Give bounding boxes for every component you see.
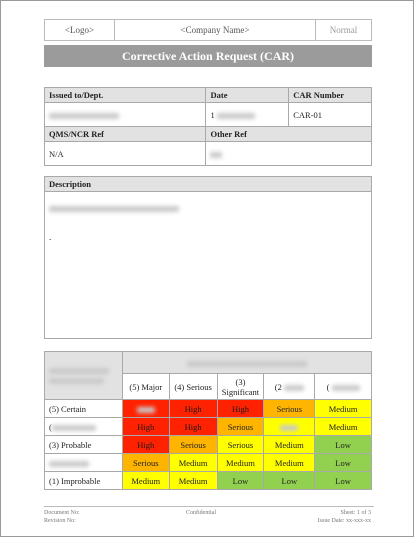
issue-date: Issue Date: xx-xxx-xx xyxy=(317,518,371,524)
risk-row xyxy=(45,400,372,418)
risk-cell: Medium xyxy=(315,418,372,436)
severity-column-0: (5) Major xyxy=(122,374,169,400)
risk-matrix xyxy=(44,351,372,490)
risk-cell: Medium xyxy=(264,436,315,454)
likelihood-label: (1) Improbable xyxy=(45,472,123,490)
page-footer xyxy=(44,506,374,524)
date-header: Date xyxy=(206,88,289,103)
severity-column-1: (4) Serious xyxy=(169,374,217,400)
page-title: Corrective Action Request (CAR) xyxy=(44,45,372,67)
description-body xyxy=(45,192,371,226)
redacted-text xyxy=(284,385,304,391)
other-ref-value xyxy=(206,142,372,166)
risk-cell: Serious xyxy=(122,454,169,472)
revision-number: Revision No: xyxy=(44,518,76,524)
redacted-text xyxy=(187,361,307,367)
redacted-text xyxy=(49,461,89,467)
likelihood-label: (3) Probable xyxy=(45,436,123,454)
risk-cell: Medium xyxy=(264,454,315,472)
risk-cell: High xyxy=(169,418,217,436)
redacted-text xyxy=(137,407,155,413)
logo-placeholder: <Logo> xyxy=(45,20,115,40)
description-box xyxy=(44,176,372,339)
risk-cell: Low xyxy=(315,454,372,472)
risk-cell: Serious xyxy=(169,436,217,454)
redacted-text xyxy=(280,425,298,431)
confidential-label: Confidential xyxy=(186,510,216,516)
risk-cell: Medium xyxy=(122,472,169,490)
qms-ref-value: N/A xyxy=(45,142,206,166)
risk-row xyxy=(45,418,372,436)
risk-cell: Medium xyxy=(169,454,217,472)
redacted-text xyxy=(217,113,255,119)
risk-cell: Serious xyxy=(217,436,264,454)
redacted-text xyxy=(332,385,360,391)
severity-header xyxy=(122,352,371,374)
issued-to-header: Issued to/Dept. xyxy=(45,88,206,103)
risk-cell: Serious xyxy=(264,400,315,418)
risk-row xyxy=(45,472,372,490)
issued-to-value xyxy=(45,103,206,127)
risk-cell: Low xyxy=(264,472,315,490)
risk-cell: High xyxy=(169,400,217,418)
severity-column-2: (3) Significant xyxy=(217,374,264,400)
risk-cell: High xyxy=(122,436,169,454)
qms-ref-header: QMS/NCR Ref xyxy=(45,127,206,142)
likelihood-label: (5) Certain xyxy=(45,400,123,418)
risk-cell xyxy=(264,418,315,436)
redacted-text xyxy=(52,425,96,431)
company-name: <Company Name> xyxy=(115,20,316,40)
redacted-text xyxy=(49,113,119,119)
other-ref-header: Other Ref xyxy=(206,127,372,142)
date-value: 1 xyxy=(206,103,289,127)
risk-cell: Low xyxy=(315,472,372,490)
redacted-text xyxy=(49,206,179,212)
likelihood-label xyxy=(45,454,123,472)
likelihood-header xyxy=(45,352,123,400)
likelihood-label: ( xyxy=(45,418,123,436)
redacted-text xyxy=(49,378,104,384)
severity-column-4: ( xyxy=(315,374,372,400)
risk-cell: High xyxy=(217,400,264,418)
description-bullet: . xyxy=(49,232,52,242)
risk-cell: Medium xyxy=(169,472,217,490)
car-number-value: CAR-01 xyxy=(289,103,372,127)
risk-row xyxy=(45,436,372,454)
description-header: Description xyxy=(45,177,371,192)
document-number: Document No: xyxy=(44,510,80,516)
info-table xyxy=(44,87,372,166)
redacted-text xyxy=(210,152,222,158)
classification-label: Normal xyxy=(329,25,358,35)
car-number-header: CAR Number xyxy=(289,88,372,103)
risk-row xyxy=(45,454,372,472)
redacted-text xyxy=(49,368,109,374)
severity-column-3: (2 xyxy=(264,374,315,400)
risk-cell: High xyxy=(122,418,169,436)
page-header xyxy=(44,19,372,41)
risk-cell: Serious xyxy=(217,418,264,436)
sheet-number: Sheet: 1 of 3 xyxy=(340,510,371,516)
risk-cell xyxy=(122,400,169,418)
risk-cell: Low xyxy=(315,436,372,454)
risk-cell: Low xyxy=(217,472,264,490)
risk-cell: Medium xyxy=(217,454,264,472)
risk-cell: Medium xyxy=(315,400,372,418)
